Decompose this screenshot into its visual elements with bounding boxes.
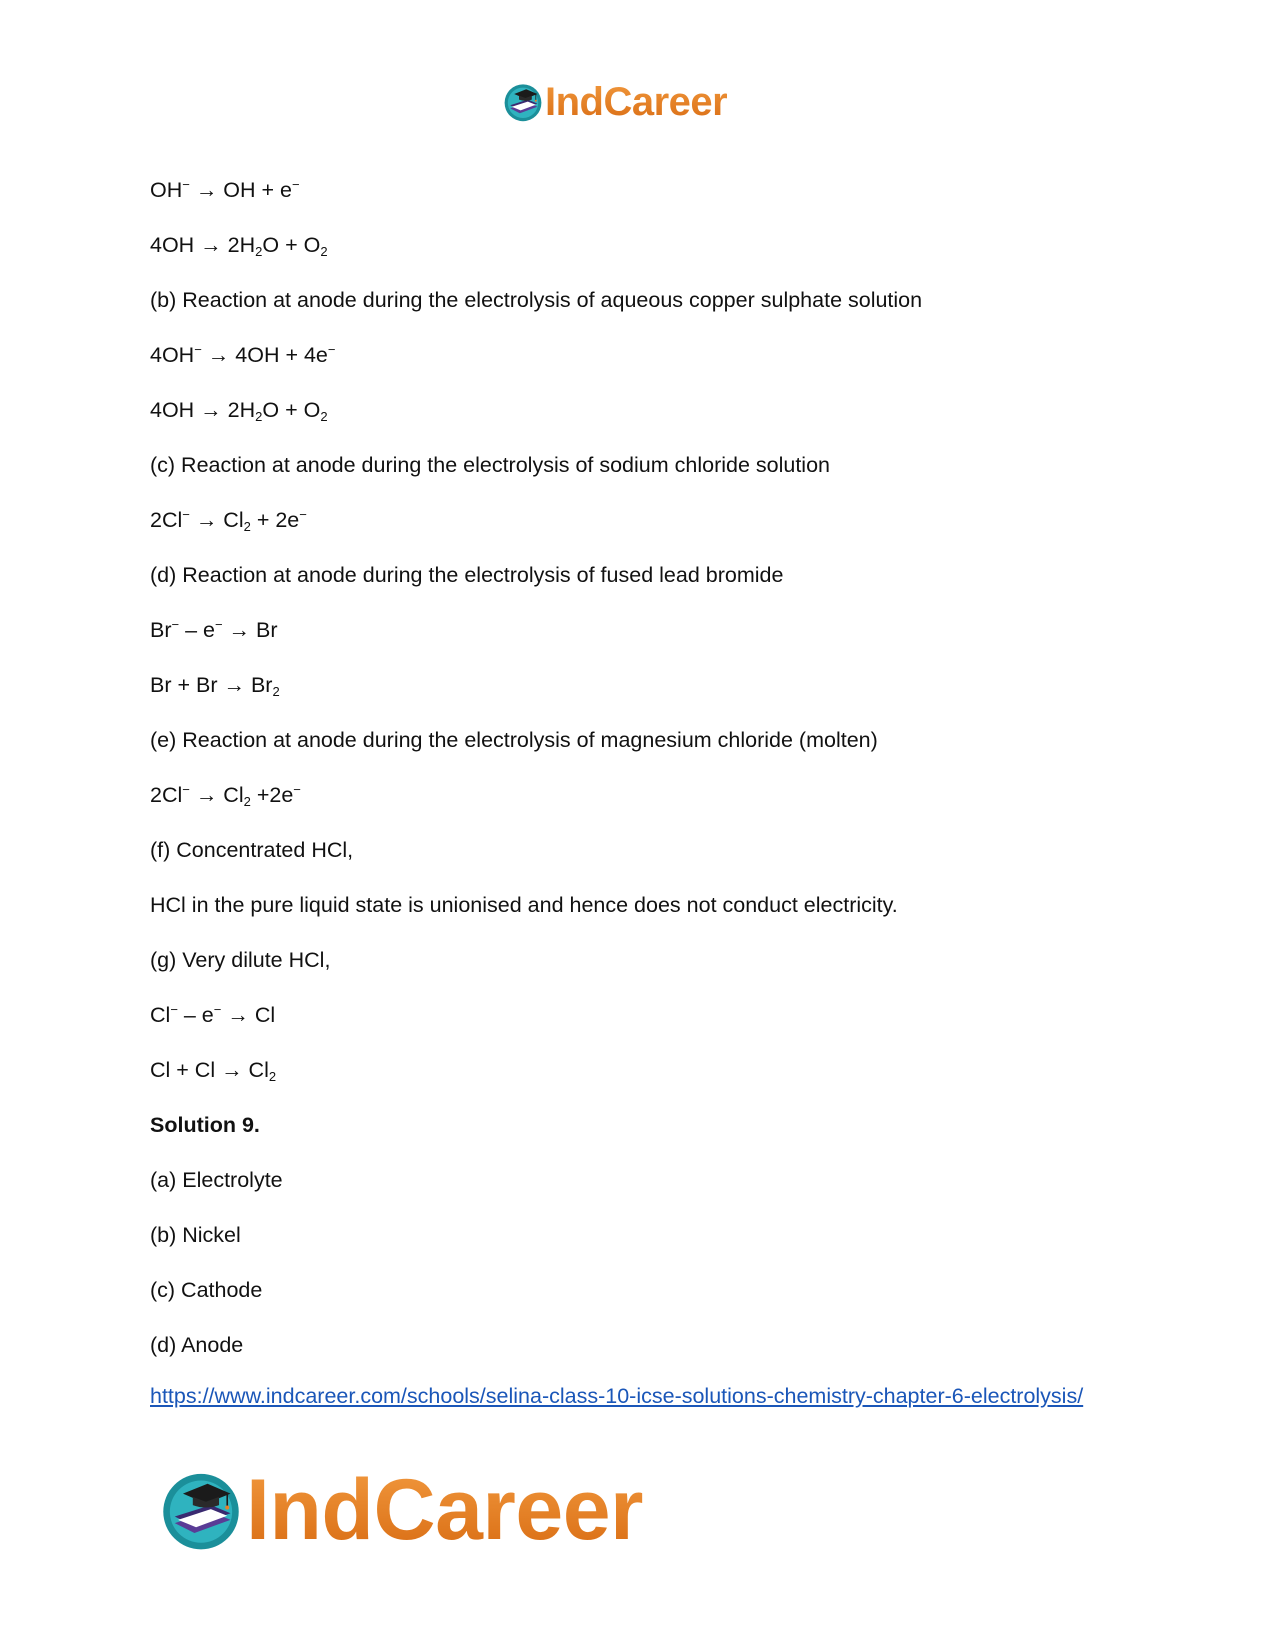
text-run: → Cl (189, 783, 244, 807)
text-run: → Cl (221, 1003, 276, 1027)
text-run: +2e (250, 783, 294, 807)
text-run: → 4OH + 4e (201, 343, 328, 367)
text-run: − (327, 342, 336, 357)
text-run: Br (150, 618, 172, 642)
text-run: (g) Very dilute HCl, (150, 948, 331, 972)
text-line (150, 725, 878, 755)
text-run: → Br (222, 618, 278, 642)
section-heading (150, 1110, 260, 1140)
text-run: – e (177, 1003, 214, 1027)
text-line (150, 670, 280, 700)
text-run: Cl (150, 1003, 171, 1027)
header-logo (503, 78, 727, 126)
text-run: O + O (262, 398, 321, 422)
text-run: 4OH → 2H (150, 398, 256, 422)
text-run: HCl in the pure liquid state is unionised and hence does not conduct electricity. (150, 893, 898, 917)
text-run: (f) Concentrated HCl, (150, 838, 354, 862)
text-run: (c) Cathode (150, 1278, 263, 1302)
brand-name: IndCareer (246, 1462, 643, 1558)
text-line (150, 615, 278, 645)
text-run: (d) Anode (150, 1333, 244, 1357)
brand-name: IndCareer (545, 80, 728, 124)
text-line (150, 1000, 275, 1030)
text-line (150, 450, 830, 480)
text-line (150, 1330, 243, 1360)
text-run: → OH + e (189, 178, 293, 202)
text-run: 2 (255, 244, 263, 259)
text-run: 2 (255, 409, 263, 424)
text-run: 2 (243, 519, 251, 534)
text-line (150, 560, 783, 590)
text-run: + 2e (250, 508, 300, 532)
text-run: − (194, 342, 202, 357)
text-run: OH (150, 178, 183, 202)
text-run: 2Cl (150, 508, 183, 532)
text-run: 2 (320, 244, 328, 259)
text-run: Cl + Cl → Cl (150, 1058, 269, 1082)
text-run: 2 (320, 409, 328, 424)
text-run: − (182, 507, 190, 522)
text-run: Solution 9. (150, 1113, 260, 1137)
text-run: (a) Electrolyte (150, 1168, 283, 1192)
text-run: − (171, 617, 180, 632)
text-line (150, 230, 328, 260)
graduation-book-icon (503, 82, 543, 122)
text-line (150, 1165, 283, 1195)
text-run: − (213, 1002, 222, 1017)
text-run: → Cl (189, 508, 244, 532)
text-run: − (182, 782, 190, 797)
text-run: Br + Br → Br (150, 673, 273, 697)
text-run: – e (179, 618, 215, 642)
text-run: − (293, 782, 301, 797)
text-line (150, 340, 335, 370)
text-line (150, 945, 330, 975)
text-run: − (182, 177, 190, 192)
text-run: 2 (268, 1069, 277, 1084)
text-run: 2 (272, 684, 280, 699)
text-line (150, 890, 898, 920)
text-line (150, 285, 922, 315)
text-line (150, 505, 307, 535)
graduation-book-icon (160, 1469, 242, 1551)
text-run: 2Cl (150, 783, 183, 807)
text-run: (d) Reaction at anode during the electrolysis of fused lead bromide (150, 563, 784, 587)
text-run: (b) Nickel (150, 1223, 241, 1247)
text-run: O + O (262, 233, 321, 257)
text-line (150, 175, 300, 205)
text-run: − (299, 507, 307, 522)
text-run: 2 (243, 794, 251, 809)
text-run: − (214, 617, 223, 632)
text-run: (e) Reaction at anode during the electrolysis of magnesium chloride (molten) (150, 728, 878, 752)
text-run: 4OH → 2H (150, 233, 256, 257)
footer-logo (160, 1462, 643, 1558)
text-run: 4OH (150, 343, 195, 367)
text-run: (b) Reaction at anode during the electrolysis of aqueous copper sulphate solution (150, 288, 923, 312)
text-run: − (170, 1002, 178, 1017)
text-line (150, 1220, 241, 1250)
text-line (150, 1275, 262, 1305)
text-line (150, 835, 353, 865)
text-line (150, 1055, 276, 1085)
source-link[interactable]: https://www.indcareer.com/schools/selina-class-10-icse-solutions-chemistry-chapter-6-electrolysis/ (150, 1384, 1084, 1408)
text-run: (c) Reaction at anode during the electrolysis of sodium chloride solution (150, 453, 831, 477)
text-run: − (292, 177, 300, 192)
text-line (150, 780, 301, 810)
text-line (150, 395, 328, 425)
